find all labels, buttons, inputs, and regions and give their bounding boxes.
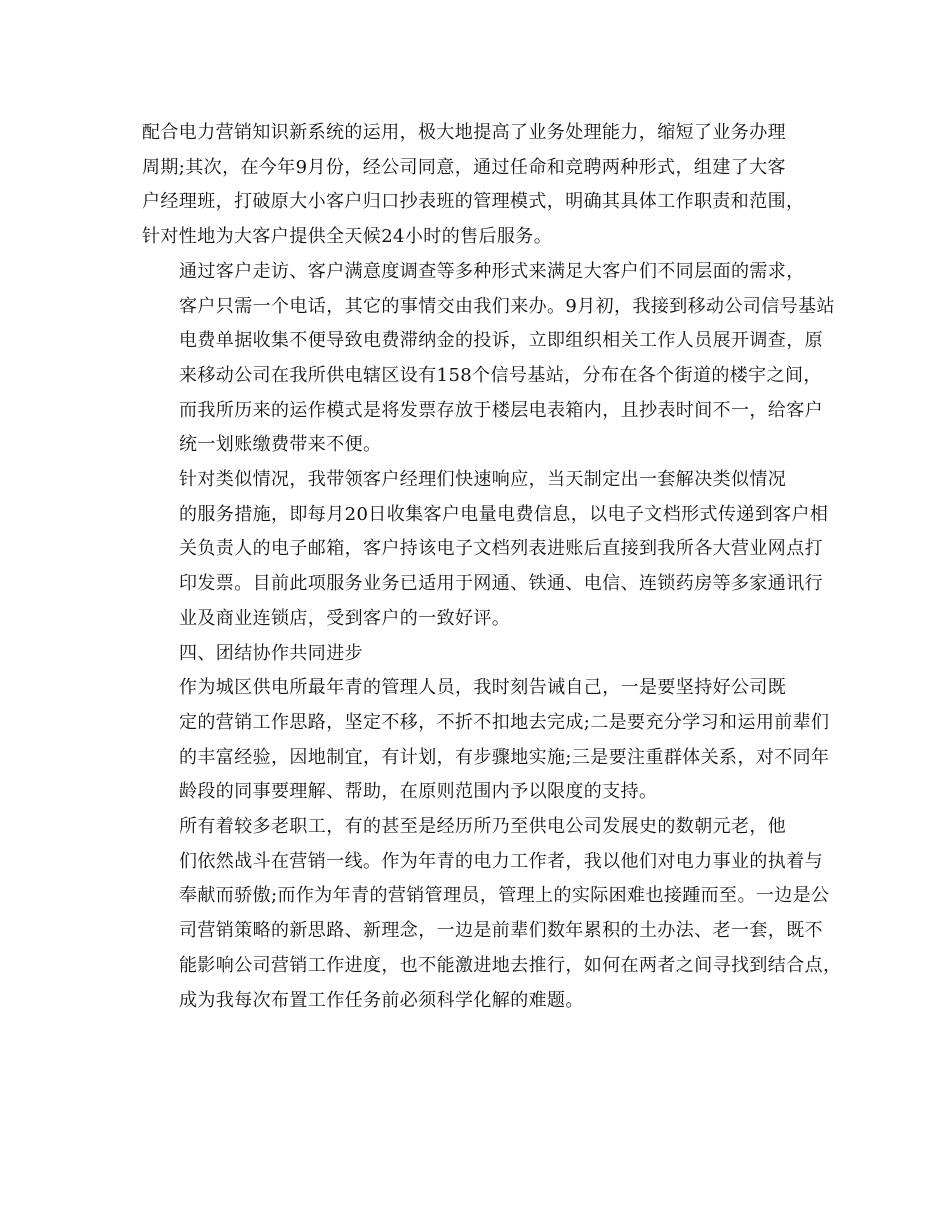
text-line: 的丰富经验，因地制宜，有计划，有步骤地实施;三是要注重群体关系，对不同年 — [179, 746, 830, 768]
text-line: 配合电力营销知识新系统的运用，极大地提高了业务处理能力，缩短了业务办理 — [142, 122, 786, 143]
text-line: 所有着较多老职工，有的甚至是经历所乃至供电公司发展史的数朝元老，他 — [179, 816, 787, 838]
section-heading-text: 四、团结协作共同进步 — [179, 642, 363, 664]
text-line: 客户只需一个电话，其它的事情交由我们来办。9月初，我接到移动公司信号基站 — [179, 295, 835, 317]
paragraph-1 — [142, 116, 812, 255]
text-line: 龄段的同事要理解、帮助，在原则范围内予以限度的支持。 — [179, 781, 658, 803]
paragraph-5 — [142, 810, 842, 1018]
text-line: 印发票。目前此项服务业务已适用于网通、铁通、电信、连锁药房等多家通讯行 — [179, 573, 823, 595]
text-line: 能影响公司营销工作进度，也不能激进地去推行，如何在两者之间寻找到结合点， — [179, 954, 842, 976]
text-line: 统一划账缴费带来不便。 — [179, 434, 382, 456]
text-line: 业及商业连锁店，受到客户的一致好评。 — [179, 607, 511, 629]
text-line: 作为城区供电所最年青的管理人员，我时刻告诫自己，一是要坚持好公司既 — [179, 677, 787, 699]
document-body — [142, 116, 842, 1018]
text-line: 电费单据收集不便导致电费滞纳金的投诉，立即组织相关工作人员展开调查，原 — [179, 330, 823, 352]
paragraph-3 — [142, 463, 829, 637]
paragraph-2 — [142, 255, 835, 463]
text-line: 的服务措施，即每月20日收集客户电量电费信息，以电子文档形式传递到客户相 — [179, 503, 829, 525]
text-line: 户经理班，打破原大小客户归口抄表班的管理模式，明确其具体工作职责和范围， — [142, 191, 805, 213]
text-line: 们依然战斗在营销一线。作为年青的电力工作者，我以他们对电力事业的执着与 — [179, 850, 823, 872]
section-heading — [142, 637, 812, 672]
text-line: 而我所历来的运作模式是将发票存放于楼层电表箱内，且抄表时间不一，给客户 — [179, 399, 823, 421]
text-line: 奉献而骄傲;而作为年青的营销管理员，管理上的实际困难也接踵而至。一边是公 — [179, 885, 830, 907]
text-line: 周期;其次，在今年9月份，经公司同意，通过任命和竞聘两种形式，组建了大客 — [142, 156, 786, 178]
text-line: 关负责人的电子邮箱，客户持该电子文档列表进账后直接到我所各大营业网点打 — [179, 538, 823, 560]
text-line: 成为我每次布置工作任务前必须科学化解的难题。 — [179, 989, 584, 1011]
text-line: 定的营销工作思路，坚定不移，不折不扣地去完成;二是要充分学习和运用前辈们 — [179, 711, 830, 733]
text-line: 针对类似情况，我带领客户经理们快速响应，当天制定出一套解决类似情况 — [179, 469, 787, 491]
paragraph-4 — [142, 671, 830, 810]
text-line: 针对性地为大客户提供全天候24小时的售后服务。 — [142, 226, 553, 248]
text-line: 司营销策略的新思路、新理念，一边是前辈们数年累积的土办法、老一套，既不 — [179, 920, 823, 942]
text-line: 来移动公司在我所供电辖区设有158个信号基站，分布在各个街道的楼宇之间， — [179, 364, 822, 386]
text-line: 通过客户走访、客户满意度调查等多种形式来满足大客户们不同层面的需求， — [179, 260, 805, 282]
